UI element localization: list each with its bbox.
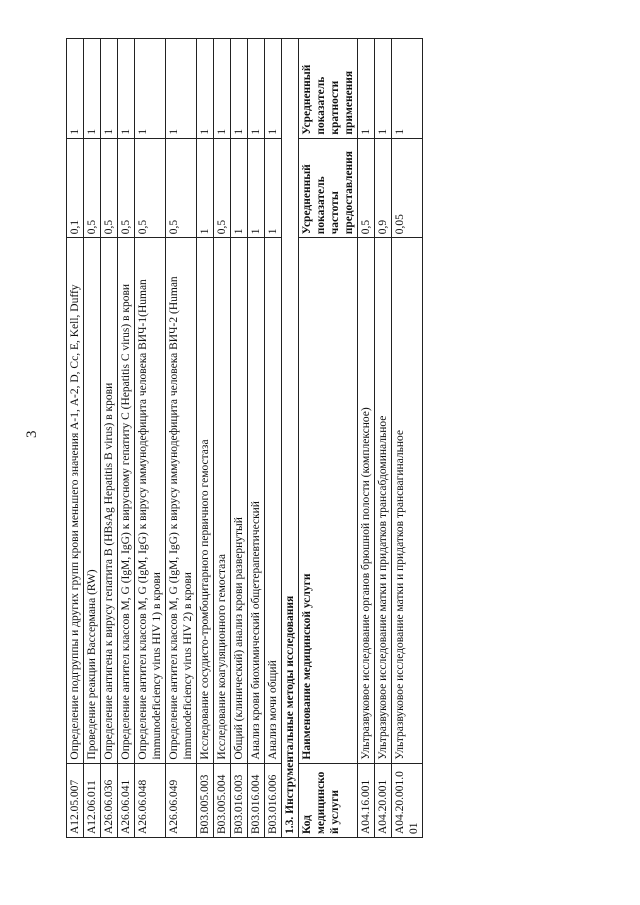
header-multiplicity: Усредненный показатель кратности применения [299, 39, 358, 139]
service-name: Ультразвуковое исследование органов брюшной полости (комплексное) [358, 238, 375, 763]
service-code: B03.016.004 [248, 763, 265, 837]
multiplicity-value: 1 [214, 39, 231, 139]
service-name: Определение антигена к вирусу гепатита B (HBsAg Hepatitis B virus) в крови [101, 238, 118, 763]
section-title: 1.3. Инструментальные методы исследования [282, 39, 299, 838]
multiplicity-value: 1 [392, 39, 423, 139]
table-row [166, 39, 197, 838]
service-name: Определение антител классов M, G (IgM, IgG) к вирусному гепатиту C (Hepatitis C virus) в крови [118, 238, 135, 763]
services-table [66, 38, 423, 838]
table-row [392, 39, 423, 838]
service-code: A04.20.001 [375, 763, 392, 837]
multiplicity-value: 1 [197, 39, 214, 139]
section-row [282, 39, 299, 838]
service-name: Общий (клинический) анализ крови развернутый [231, 238, 248, 763]
table-row [214, 39, 231, 838]
multiplicity-value: 1 [166, 39, 197, 139]
table-header-row [299, 39, 358, 838]
table-row [197, 39, 214, 838]
multiplicity-value: 1 [231, 39, 248, 139]
frequency-value: 0,5 [84, 138, 101, 238]
service-name: Проведение реакции Вассермана (RW) [84, 238, 101, 763]
table-row [375, 39, 392, 838]
rotated-page-content [66, 38, 423, 838]
service-code: A26.06.036 [101, 763, 118, 837]
service-code: A26.06.041 [118, 763, 135, 837]
table-row [101, 39, 118, 838]
service-code: A12.06.011 [84, 763, 101, 837]
service-name: Анализ мочи общий [265, 238, 282, 763]
frequency-value: 0,5 [214, 138, 231, 238]
frequency-value: 0,05 [392, 138, 423, 238]
service-code: A12.05.007 [67, 763, 84, 837]
table-row [248, 39, 265, 838]
table-row [135, 39, 166, 838]
multiplicity-value: 1 [265, 39, 282, 139]
table-row [231, 39, 248, 838]
multiplicity-value: 1 [358, 39, 375, 139]
service-name: Определение антител классов M, G (IgM, IgG) к вирусу иммунодефицита человека ВИЧ-2 (Human immunodeficiency virus HIV 2) в крови [166, 238, 197, 763]
frequency-value: 0,5 [101, 138, 118, 238]
service-name: Определение подгруппы и других групп крови меньшего значения А-1, А-2, D, Cc, E, Kell, Duffy [67, 238, 84, 763]
page-number: 3 [24, 430, 40, 438]
table-row [118, 39, 135, 838]
service-name: Исследование сосудисто-тромбоцитарного первичного гемостаза [197, 238, 214, 763]
frequency-value: 0,1 [67, 138, 84, 238]
table-row [358, 39, 375, 838]
service-code: A26.06.049 [166, 763, 197, 837]
frequency-value: 1 [248, 138, 265, 238]
multiplicity-value: 1 [135, 39, 166, 139]
frequency-value: 0,5 [118, 138, 135, 238]
service-name: Исследование коагуляционного гемостаза [214, 238, 231, 763]
service-code: B03.005.003 [197, 763, 214, 837]
header-name: Наименование медицинской услуги [299, 238, 358, 763]
frequency-value: 1 [197, 138, 214, 238]
frequency-value: 0,9 [375, 138, 392, 238]
multiplicity-value: 1 [67, 39, 84, 139]
frequency-value: 0,5 [358, 138, 375, 238]
frequency-value: 0,5 [135, 138, 166, 238]
service-name: Ультразвуковое исследование матки и придатков трансвагинальное [392, 238, 423, 763]
service-name: Анализ крови биохимический общетерапевтический [248, 238, 265, 763]
service-code: A04.16.001 [358, 763, 375, 837]
service-code: A26.06.048 [135, 763, 166, 837]
service-code: B03.005.004 [214, 763, 231, 837]
table-row [67, 39, 84, 838]
multiplicity-value: 1 [101, 39, 118, 139]
multiplicity-value: 1 [84, 39, 101, 139]
multiplicity-value: 1 [375, 39, 392, 139]
service-name: Ультразвуковое исследование матки и придатков трансабдоминальное [375, 238, 392, 763]
multiplicity-value: 1 [118, 39, 135, 139]
service-code: B03.016.003 [231, 763, 248, 837]
table-row [84, 39, 101, 838]
header-code: Код медицинской услуги [299, 763, 358, 837]
frequency-value: 0,5 [166, 138, 197, 238]
service-code: B03.016.006 [265, 763, 282, 837]
frequency-value: 1 [231, 138, 248, 238]
header-frequency: Усредненный показатель частоты предоставления [299, 138, 358, 238]
frequency-value: 1 [265, 138, 282, 238]
multiplicity-value: 1 [248, 39, 265, 139]
service-code: A04.20.001.001 [392, 763, 423, 837]
service-name: Определение антител классов M, G (IgM, IgG) к вирусу иммунодефицита человека ВИЧ-1(Human immunodeficiency virus HIV 1) в крови [135, 238, 166, 763]
table-row [265, 39, 282, 838]
